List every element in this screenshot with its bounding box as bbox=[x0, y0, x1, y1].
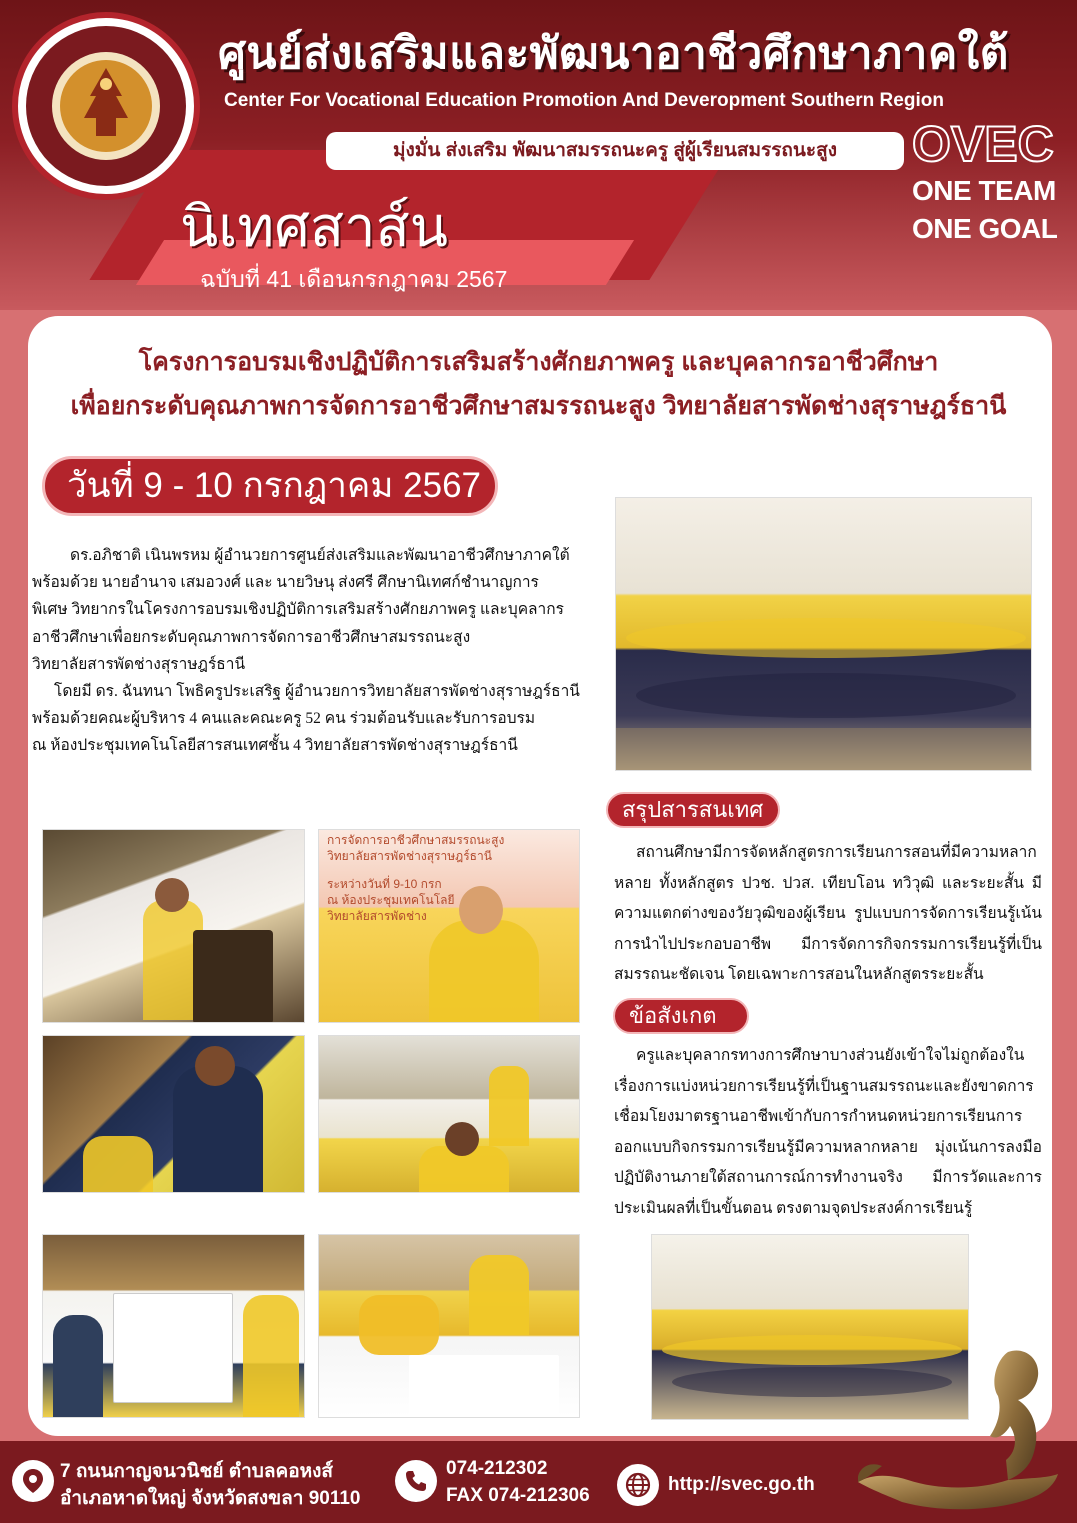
observation-paragraph: ครูและบุคลากรทางการศึกษาบางส่วนยังเข้าใจไม่ถูกต้องในเรื่องการแบ่งหน่วยการเรียนรู้ที่เป็นฐานสมรรถนะและยังขาดการเชื่อมโยงมาตรฐานอาชีพเข้ากับการกำหนดหน่วยการเรียนการออกแบบกิจกรรมการเรียนรู้มีความหลากหลาย มุ่งเน้นการลงมือปฏิบัติงานภายใต้สถานการณ์การทำงานจริง มีการวัดและการประเมินผลที่เป็นขั้นตอน ตรงตามจุดประสงค์การเรียนรู้ bbox=[614, 1047, 1042, 1217]
issue-number: ฉบับที่ 41 เดือนกรกฎาคม 2567 bbox=[200, 266, 508, 292]
photo-group-work bbox=[318, 1234, 580, 1418]
phone-number: 074-212302 bbox=[446, 1458, 548, 1479]
screen-text-line: วิทยาลัยสารพัดช่างสุราษฎร์ธานี bbox=[327, 849, 492, 863]
slogan-one-team: ONE TEAM bbox=[912, 175, 1056, 206]
project-title bbox=[40, 340, 1037, 428]
center-title-thai: ศูนย์ส่งเสริมและพัฒนาอาชีวศึกษาภาคใต้ bbox=[218, 29, 1009, 78]
address-line2: อำเภอหาดใหญ่ จังหวัดสงขลา 90110 bbox=[60, 1488, 361, 1509]
photo-speaker-lecture bbox=[42, 1035, 305, 1193]
ovec-logo-text: OVEC bbox=[912, 116, 1054, 172]
center-title-english: Center For Vocational Education Promotion And Deveropment Southern Region bbox=[224, 90, 944, 111]
screen-text-line: ระหว่างวันที่ 9-10 กรก bbox=[327, 877, 442, 891]
body-line: ดร.อภิชาติ เนินพรหม ผู้อำนวยการศูนย์ส่งเสริมและพัฒนาอาชีวศึกษาภาคใต้ bbox=[70, 547, 570, 564]
body-line: พิเศษ วิทยากรในโครงการอบรมเชิงปฏิบัติการเสริมสร้างศักยภาพครู และบุคลากร bbox=[32, 601, 564, 619]
screen-text-line: วิทยาลัยสารพัดช่าง bbox=[327, 909, 427, 923]
body-line: โดยมี ดร. ฉันทนา โพธิครูประเสริฐ ผู้อำนวยการวิทยาลัยสารพัดช่างสุราษฎร์ธานี bbox=[54, 683, 580, 701]
article-body bbox=[32, 542, 604, 760]
group-photo-main bbox=[615, 497, 1032, 771]
body-line: อาชีวศึกษาเพื่อยกระดับคุณภาพการจัดการอาชีวศึกษาสมรรถนะสูง bbox=[32, 628, 471, 646]
slogan-one-goal: ONE GOAL bbox=[912, 213, 1058, 244]
photo-workshop-tables bbox=[318, 1035, 580, 1193]
photo-director-speaking bbox=[318, 829, 580, 1023]
seal-ring bbox=[18, 18, 194, 194]
ovec-seal-logo bbox=[12, 12, 200, 200]
fax-number: FAX 074-212306 bbox=[446, 1485, 590, 1506]
summary-heading: สรุปสารสนเทศ bbox=[606, 792, 780, 828]
screen-text-line: การจัดการอาชีวศึกษาสมรรถนะสูง bbox=[327, 833, 505, 847]
summary-text bbox=[614, 838, 1042, 991]
address-line1: 7 ถนนกาญจนวนิชย์ ตำบลคอหงส์ bbox=[60, 1461, 334, 1482]
summary-paragraph: สถานศึกษามีการจัดหลักสูตรการเรียนการสอนที่มีความหลากหลาย ทั้งหลักสูตร ปวช. ปวส. เทียบโอน ทวิวุฒิ และระยะสั้น มีความแตกต่างของวัยวุฒิของผู้เรียน รูปแบบการจัดการเรียนรู้เน้นการนำไปประกอบอาชีพ มีการจัดการกิจกรรมการเรียนรู้ที่เป็นสมรรถนะชัดเจน โดยเฉพาะการสอนในหลักสูตรระยะสั้น bbox=[614, 844, 1042, 983]
newsletter-title: นิเทศสาส์น bbox=[180, 195, 448, 258]
footer-contact bbox=[446, 1455, 616, 1509]
photo-speaker-podium bbox=[42, 829, 305, 1023]
body-line: พร้อมด้วยคณะผู้บริหาร 4 คนและคณะครู 52 คน ร่วมต้อนรับและรับการอบรม bbox=[32, 710, 536, 728]
observation-text bbox=[614, 1041, 1042, 1224]
photo-flipchart-presentation bbox=[42, 1234, 305, 1418]
event-date-banner: วันที่ 9 - 10 กรกฎาคม 2567 bbox=[42, 456, 498, 516]
observation-heading: ข้อสังเกต bbox=[613, 998, 749, 1034]
project-title-line2: เพื่อยกระดับคุณภาพการจัดการอาชีวศึกษาสมรรถนะสูง วิทยาลัยสารพัดช่างสุราษฎร์ธานี bbox=[70, 392, 1007, 420]
screen-text-line: ณ ห้องประชุมเทคโนโลยี bbox=[327, 893, 455, 907]
motto-banner: มุ่งมั่น ส่งเสริม พัฒนาสมรรถนะครู สู่ผู้เรียนสมรรถนะสูง bbox=[326, 132, 904, 170]
phone-icon bbox=[395, 1460, 437, 1502]
body-line: วิทยาลัยสารพัดช่างสุราษฎร์ธานี bbox=[32, 655, 246, 673]
body-line: พร้อมด้วย นายอำนาจ เสมอวงศ์ และ นายวิษนุ ส่งศรี ศึกษานิเทศก์ชำนาญการ bbox=[32, 574, 539, 592]
mermaid-statue-image bbox=[858, 1340, 1072, 1520]
globe-icon bbox=[617, 1464, 659, 1506]
body-line: ณ ห้องประชุมเทคโนโลยีสารสนเทศชั้น 4 วิทยาลัยสารพัดช่างสุราษฎร์ธานี bbox=[32, 737, 518, 755]
website-link[interactable]: http://svec.go.th bbox=[668, 1474, 815, 1495]
location-pin-icon bbox=[12, 1460, 54, 1502]
project-title-line1: โครงการอบรมเชิงปฏิบัติการเสริมสร้างศักยภาพครู และบุคลากรอาชีวศึกษา bbox=[138, 348, 939, 376]
footer-address bbox=[60, 1458, 390, 1512]
